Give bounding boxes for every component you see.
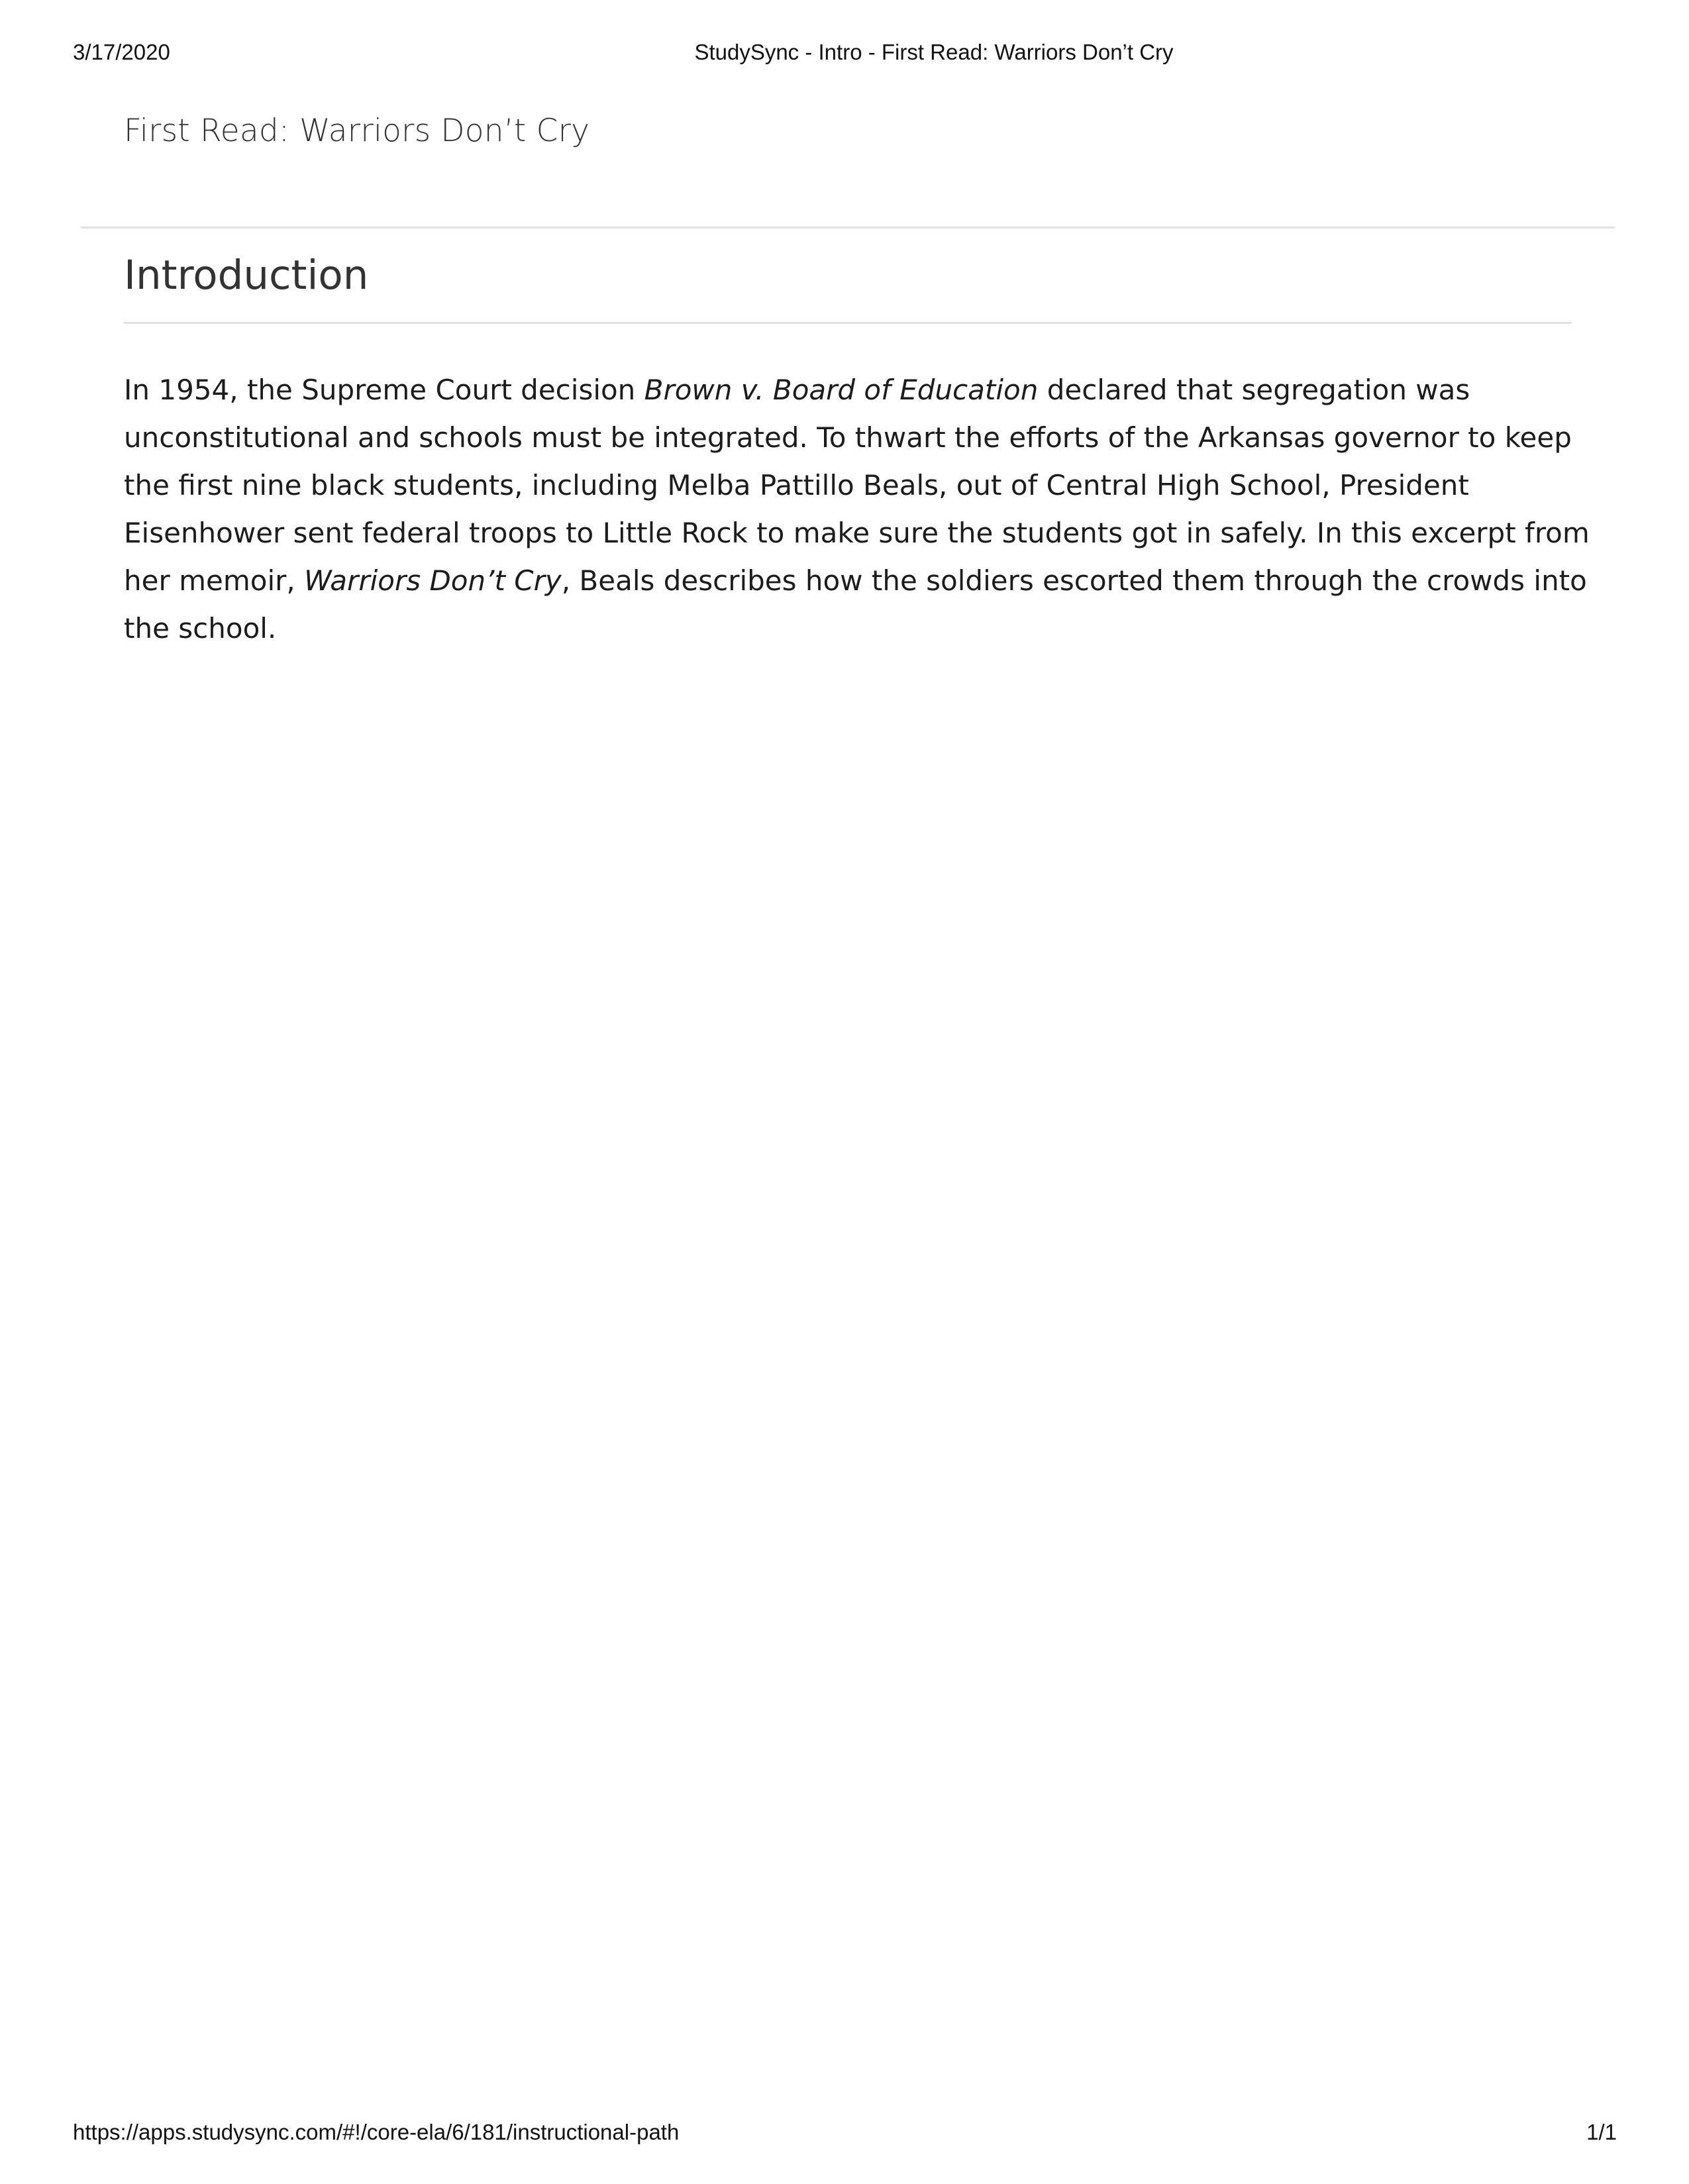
introduction-paragraph <box>124 366 1601 652</box>
book-title: Warriors Don’t Cry <box>304 564 562 597</box>
lesson-title: First Read: Warriors Don’t Cry <box>124 113 590 149</box>
print-url: https://apps.studysync.com/#!/core-ela/6/181/instructional-path <box>73 2120 680 2144</box>
section-heading: Introduction <box>124 252 369 299</box>
intro-text-part1: In 1954, the Supreme Court decision <box>124 374 644 406</box>
print-date: 3/17/2020 <box>73 40 170 64</box>
print-page-title: StudySync - Intro - First Read: Warriors Don’t Cry <box>694 40 1174 64</box>
intro-text-part2: declared that segregation was unconstitutional and schools must be integrated. To thwart the efforts of the Arkansas governor to keep the first nine black students, including Melba Pattillo Beals, out of Central High School, President Eisenhower sent federal troops to Little Rock to make sure the students got in safely. In this excerpt from her memoir, <box>124 374 1590 597</box>
intro-text-part3: , Beals describes how the soldiers escorted them through the crowds into the school. <box>124 564 1587 645</box>
section-divider <box>124 322 1572 324</box>
print-page-number: 1/1 <box>1586 2120 1617 2144</box>
header-divider <box>81 227 1615 229</box>
case-name: Brown v. Board of Education <box>644 374 1039 406</box>
